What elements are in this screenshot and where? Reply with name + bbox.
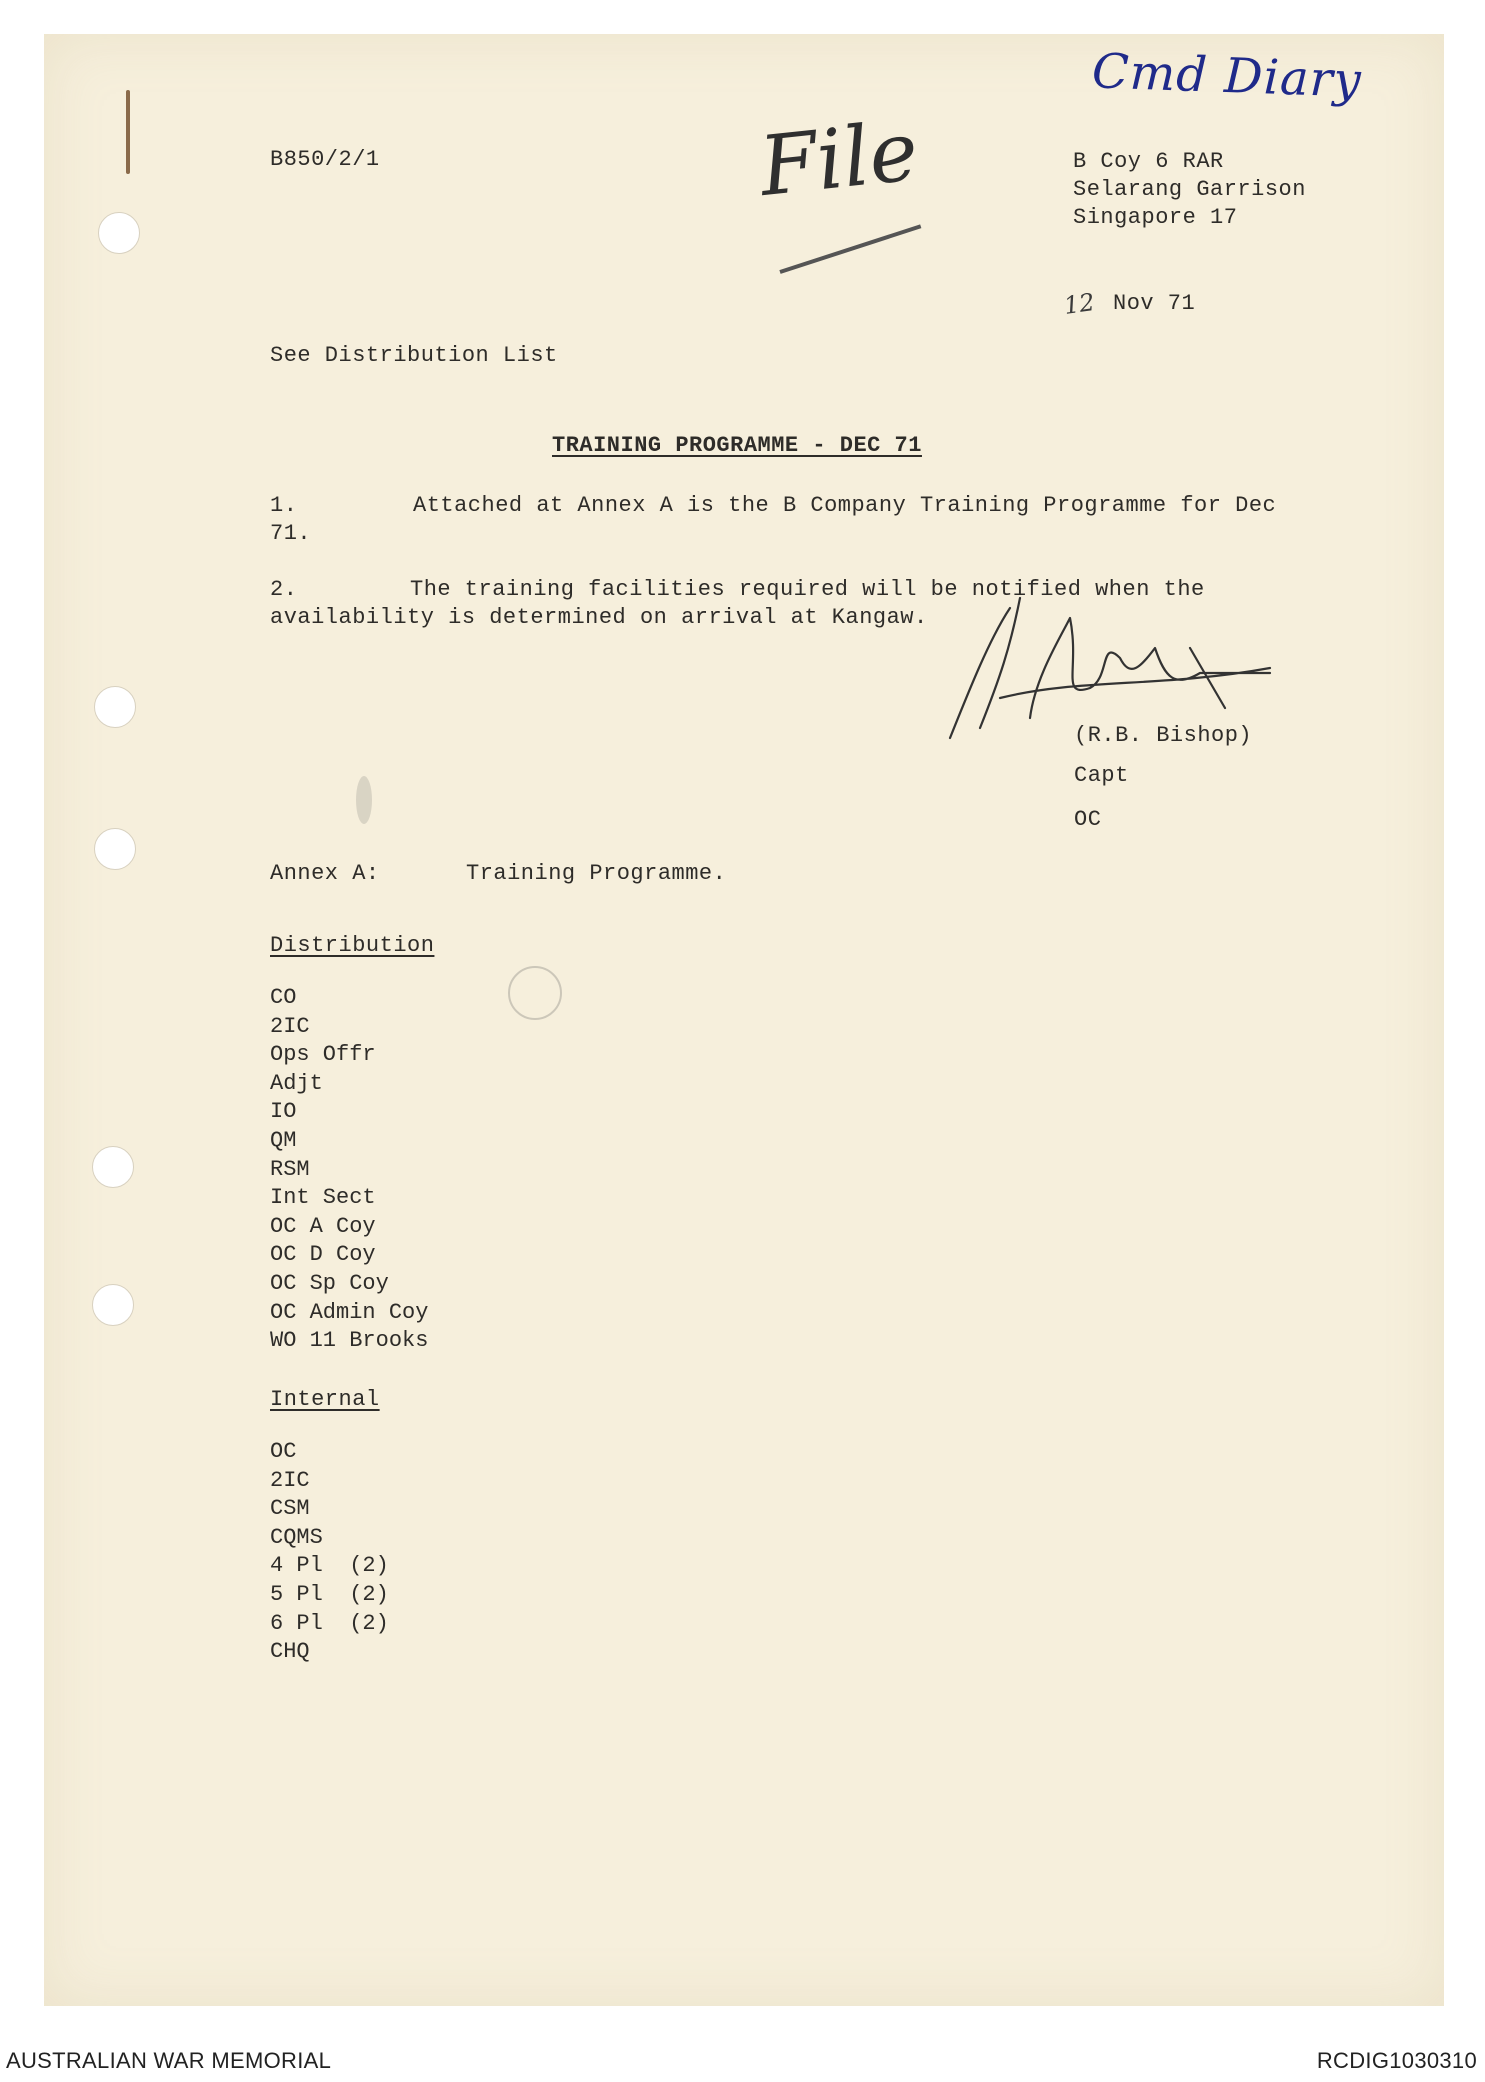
- signatory-rank: Capt: [1074, 763, 1129, 788]
- list-item: Adjt: [270, 1070, 323, 1096]
- handwritten-file-note: File: [755, 104, 923, 215]
- list-item: CSM: [270, 1496, 310, 1522]
- paragraph-text: The training facilities required will be notified when the: [410, 577, 1205, 602]
- list-item: Ops Offr: [270, 1042, 376, 1068]
- paragraph-number: 1.: [270, 493, 298, 518]
- list-item: 4 Pl (2): [270, 1553, 389, 1579]
- stain: [356, 776, 372, 824]
- list-item: 5 Pl (2): [270, 1581, 389, 1607]
- reference-number: B850/2/1: [270, 147, 380, 172]
- list-item: 6 Pl (2): [270, 1610, 389, 1636]
- document-title: TRAINING PROGRAMME - DEC 71: [552, 433, 922, 458]
- punch-hole: [94, 828, 136, 870]
- list-item: IO: [270, 1099, 297, 1125]
- internal-heading: Internal: [270, 1387, 380, 1412]
- internal-list: [270, 1438, 389, 1667]
- list-item: Int Sect: [270, 1185, 376, 1211]
- handwritten-cmd-diary: Cmd Diary: [1091, 43, 1363, 109]
- archive-footer-right: RCDIG1030310: [1316, 2048, 1477, 2073]
- list-item: QM: [270, 1127, 297, 1153]
- stain: [508, 966, 562, 1020]
- paragraph-text: 71.: [270, 521, 312, 546]
- paragraph-text: availability is determined on arrival at Kangaw.: [270, 605, 928, 630]
- list-item: CQMS: [270, 1524, 323, 1550]
- punch-hole: [92, 1146, 134, 1188]
- handwritten-date-day: 12: [1062, 288, 1097, 320]
- list-item: OC A Coy: [270, 1213, 376, 1239]
- list-item: 2IC: [270, 1013, 310, 1039]
- list-item: RSM: [270, 1156, 310, 1182]
- unit-address-line: Singapore 17: [1073, 205, 1238, 230]
- punch-hole: [94, 686, 136, 728]
- list-item: CHQ: [270, 1639, 310, 1665]
- recipient-line: See Distribution List: [270, 343, 558, 368]
- list-item: WO 11 Brooks: [270, 1328, 429, 1354]
- list-item: OC: [270, 1439, 297, 1464]
- annex-title: Training Programme.: [466, 861, 727, 886]
- archive-footer-left: AUSTRALIAN WAR MEMORIAL: [6, 2048, 332, 2073]
- list-item: CO: [270, 985, 297, 1010]
- signatory-name: (R.B. Bishop): [1074, 723, 1253, 748]
- list-item: OC Sp Coy: [270, 1270, 389, 1296]
- distribution-list: [270, 984, 428, 1356]
- annex-label: Annex A:: [270, 861, 380, 886]
- document-page: [44, 34, 1444, 2006]
- punch-hole: [92, 1284, 134, 1326]
- paragraph-number: 2.: [270, 577, 298, 602]
- list-item: OC Admin Coy: [270, 1299, 429, 1325]
- staple-mark: [126, 90, 130, 174]
- unit-address-line: B Coy 6 RAR: [1073, 149, 1224, 174]
- list-item: 2IC: [270, 1467, 310, 1493]
- letter-date: Nov 71: [1113, 291, 1196, 316]
- unit-address-line: Selarang Garrison: [1073, 177, 1306, 202]
- punch-hole: [98, 212, 140, 254]
- list-item: OC D Coy: [270, 1242, 376, 1268]
- paragraph-text: Attached at Annex A is the B Company Training Programme for Dec: [413, 493, 1277, 518]
- distribution-heading: Distribution: [270, 933, 435, 958]
- signatory-appointment: OC: [1074, 807, 1102, 832]
